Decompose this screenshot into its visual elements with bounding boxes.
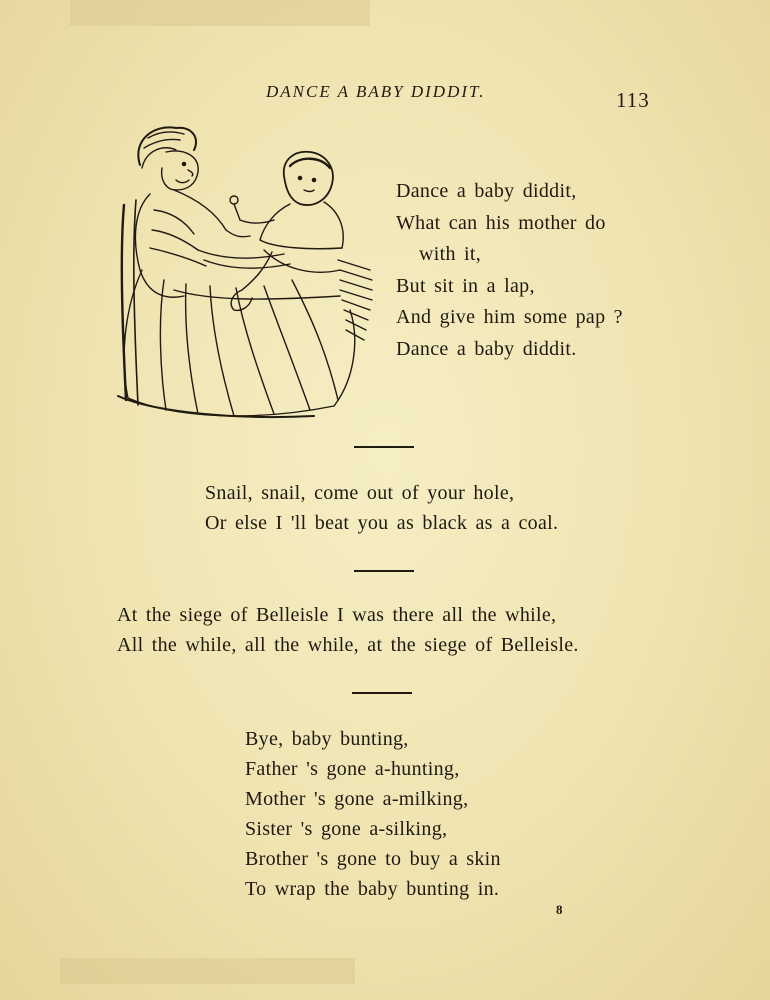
page-number: 113 bbox=[616, 88, 650, 112]
scan-band-top bbox=[70, 0, 370, 26]
section-divider bbox=[352, 692, 412, 694]
poem-line: Snail, snail, come out of your hole, bbox=[205, 482, 515, 504]
poem-siege-of-belleisle bbox=[117, 600, 579, 660]
section-divider bbox=[354, 570, 414, 572]
poem-line: Father 's gone a-hunting, bbox=[245, 758, 460, 780]
signature-mark: 8 bbox=[556, 902, 563, 917]
poem-line: Dance a baby diddit. bbox=[396, 337, 577, 360]
poem-line: What can his mother do bbox=[396, 211, 606, 234]
poem-bye-baby-bunting bbox=[245, 724, 501, 904]
section-divider bbox=[354, 446, 414, 448]
woodcut-nurse-with-baby-illustration bbox=[114, 120, 376, 420]
poem-line: Brother 's gone to buy a skin bbox=[245, 848, 501, 870]
poem-line: Or else I 'll beat you as black as a coal. bbox=[205, 512, 559, 534]
poem-line: To wrap the baby bunting in. bbox=[245, 878, 500, 900]
poem-line: And give him some pap ? bbox=[396, 306, 623, 328]
running-header: DANCE A BABY DIDDIT. bbox=[266, 82, 486, 101]
poem-line: All the while, all the while, at the siege of Belleisle. bbox=[117, 634, 579, 656]
poem-line: Bye, baby bunting, bbox=[245, 728, 409, 750]
poem-snail bbox=[205, 478, 558, 538]
poem-line: with it, bbox=[419, 243, 482, 265]
poem-line: At the siege of Belleisle I was there all the while, bbox=[117, 604, 557, 626]
poem-line: But sit in a lap, bbox=[396, 274, 535, 297]
poem-dance-a-baby-diddit bbox=[396, 176, 623, 365]
scan-band-bottom bbox=[60, 958, 355, 984]
poem-line: Mother 's gone a-milking, bbox=[245, 788, 469, 810]
poem-line: Sister 's gone a-silking, bbox=[245, 818, 448, 840]
poem-line: Dance a baby diddit, bbox=[396, 180, 577, 202]
